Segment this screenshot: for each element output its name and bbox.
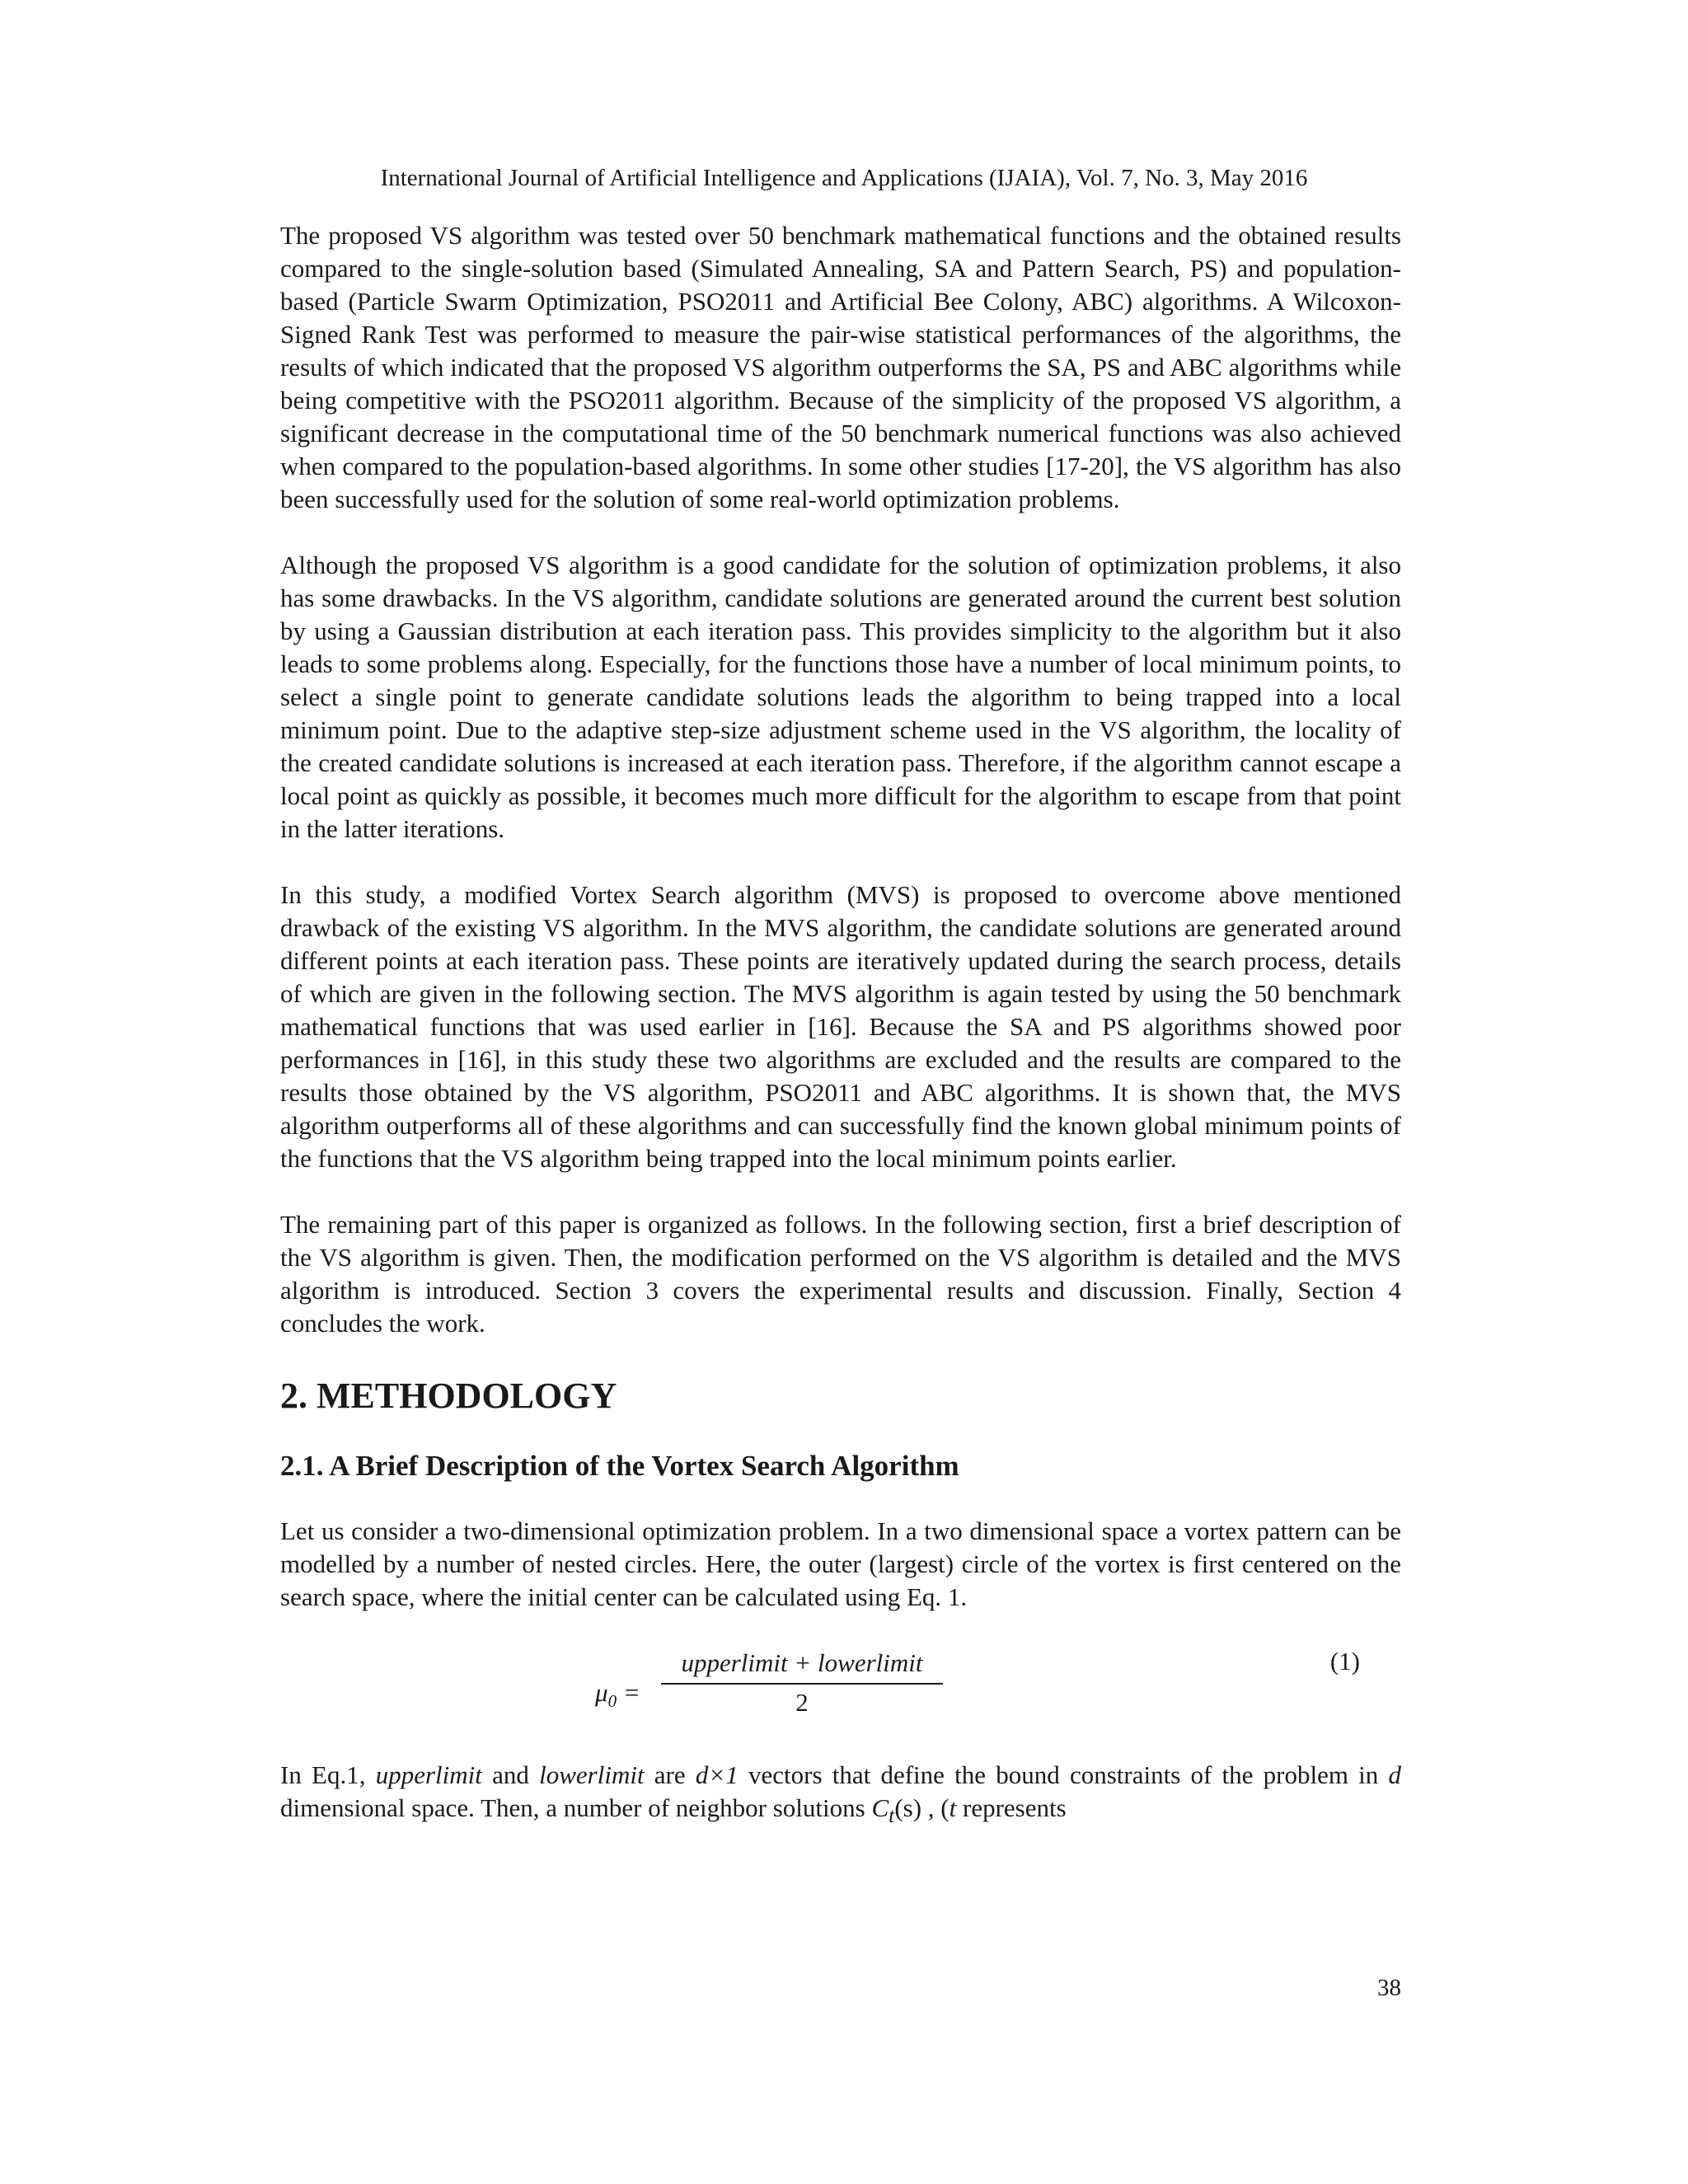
math-c-argument: (s) bbox=[894, 1793, 922, 1822]
equation-numerator: upperlimit + lowerlimit bbox=[661, 1647, 943, 1685]
subsection-heading: 2.1. A Brief Description of the Vortex Search Algorithm bbox=[280, 1450, 959, 1482]
equation-denominator: 2 bbox=[795, 1688, 809, 1717]
equation-mu-symbol: μ bbox=[595, 1678, 608, 1707]
math-d: d bbox=[1388, 1760, 1402, 1789]
paragraph-mvs-proposal: In this study, a modified Vortex Search algorithm (MVS) is proposed to overcome above mentioned drawback of the existing VS algorithm. In the MVS algorithm, the candidate solutions are generated around different points at each iteration pass. These points are iteratively updated during the search process, details of which are given in the following section. The MVS algorithm is again tested by using the 50 benchmark mathematical functions that was used earlier in [16]. Because the SA and PS algorithms showed poor performances in [16], in this study these two algorithms are excluded and the results are compared to the results those obtained by the VS algorithm, PSO2011 and ABC algorithms. It is shown that, the MVS algorithm outperforms all of these algorithms and can successfully find the known global minimum points of the functions that the VS algorithm being trapped into the local minimum points earlier. bbox=[280, 880, 1401, 1173]
text-span: vectors that define the bound constraints of the problem in bbox=[738, 1760, 1389, 1789]
math-c-subscript: t bbox=[889, 1803, 895, 1828]
paragraph-paper-organization: The remaining part of this paper is organized as follows. In the following section, first a brief description of the VS algorithm is given. Then, the modification performed on the VS algorithm is detailed and the MVS algorithm is introduced. Section 3 covers the experimental results and discussion. Finally, Section 4 concludes the work. bbox=[280, 1210, 1401, 1338]
text-span: dimensional space. Then, a number of neighbor solutions bbox=[280, 1793, 872, 1822]
page-body bbox=[280, 219, 1401, 1865]
equation-mu-subscript: 0 bbox=[607, 1691, 617, 1712]
equation-fraction bbox=[661, 1647, 943, 1721]
equation-lhs bbox=[595, 1678, 640, 1712]
text-span: represents bbox=[956, 1793, 1067, 1822]
paragraph-vs-drawbacks: Although the proposed VS algorithm is a good candidate for the solution of optimization problems, it also has some drawbacks. In the VS algorithm, candidate solutions are generated around the current best solution by using a Gaussian distribution at each iteration pass. This provides simplicity to the algorithm but it also leads to some problems along. Especially, for the functions those have a number of local minimum points, to select a single point to generate candidate solutions leads the algorithm to being trapped into a local minimum point. Due to the adaptive step-size adjustment scheme used in the VS algorithm, the locality of the created candidate solutions is increased at each iteration pass. Therefore, if the algorithm cannot escape a local point as quickly as possible, it becomes much more difficult for the algorithm to escape from that point in the latter iterations. bbox=[280, 551, 1401, 843]
paragraph-eq1-explanation bbox=[280, 1759, 1401, 1832]
paragraph-vortex-intro: Let us consider a two-dimensional optimization problem. In a two dimensional space a vortex pattern can be modelled by a number of nested circles. Here, the outer (largest) circle of the vortex is first centered on the search space, where the initial center can be calculated using Eq. 1. bbox=[280, 1516, 1401, 1611]
math-d-by-1: d×1 bbox=[695, 1760, 738, 1789]
math-upperlimit: upperlimit bbox=[375, 1760, 482, 1789]
section-heading: 2. METHODOLOGY bbox=[280, 1376, 617, 1416]
equation-number: (1) bbox=[1329, 1647, 1360, 1675]
equation-1 bbox=[280, 1647, 1401, 1737]
text-span: are bbox=[644, 1760, 696, 1789]
text-span: , ( bbox=[921, 1793, 950, 1822]
text-span: In Eq.1, bbox=[280, 1760, 376, 1789]
text-span: and bbox=[481, 1760, 540, 1789]
page-number: 38 bbox=[1377, 1975, 1401, 2001]
math-c: C bbox=[871, 1793, 889, 1822]
math-t: t bbox=[949, 1793, 957, 1822]
math-lowerlimit: lowerlimit bbox=[539, 1760, 645, 1789]
running-header: International Journal of Artificial Intelligence and Applications (IJAIA), Vol. 7, No. 3, May 2016 bbox=[380, 165, 1308, 191]
paragraph-vs-results: The proposed VS algorithm was tested over 50 benchmark mathematical functions and the obtained results compared to the single-solution based (Simulated Annealing, SA and Pattern Search, PS) and population-based (Particle Swarm Optimization, PSO2011 and Artificial Bee Colony, ABC) algorithms. A Wilcoxon-Signed Rank Test was performed to measure the pair-wise statistical performances of the algorithms, the results of which indicated that the proposed VS algorithm outperforms the SA, PS and ABC algorithms while being competitive with the PSO2011 algorithm. Because of the simplicity of the proposed VS algorithm, a significant decrease in the computational time of the 50 benchmark numerical functions was also achieved when compared to the population-based algorithms. In some other studies [17-20], the VS algorithm has also been successfully used for the solution of some real-world optimization problems. bbox=[280, 221, 1401, 513]
equation-equals: = bbox=[622, 1678, 640, 1707]
